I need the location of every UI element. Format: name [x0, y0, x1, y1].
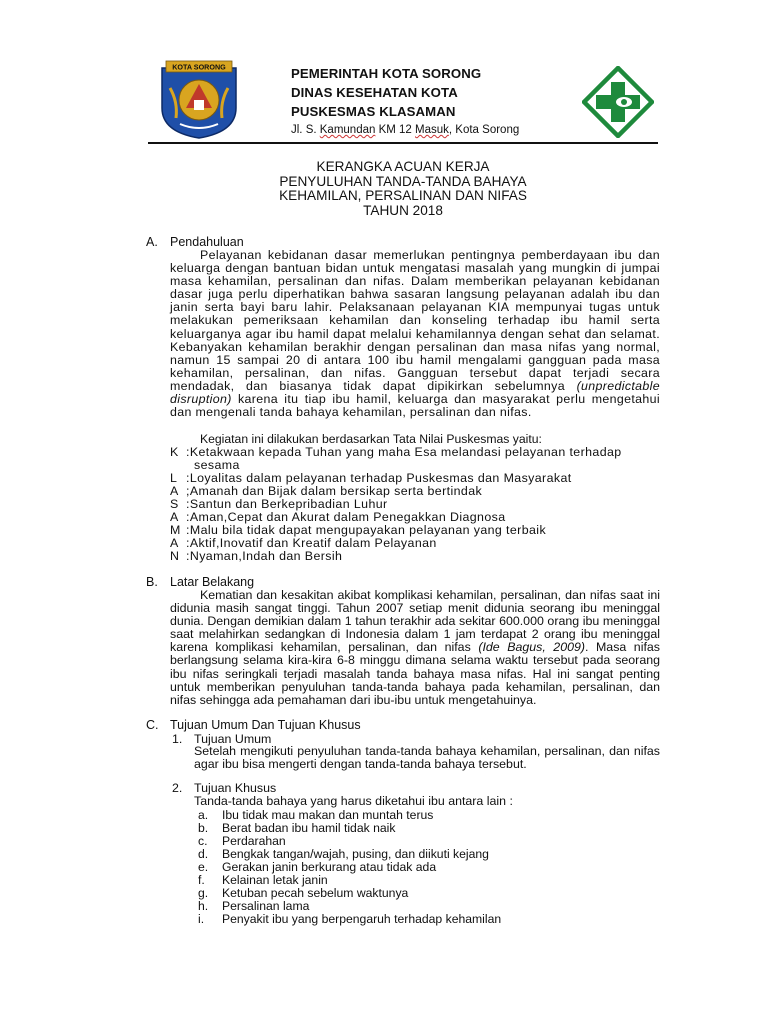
subsection-1-title: Tujuan Umum — [194, 732, 272, 746]
list-item-letter: g. — [198, 886, 209, 900]
title-line-3: KEHAMILAN, PERSALINAN DAN NIFAS — [279, 188, 527, 204]
section-a-title: Pendahuluan — [170, 235, 244, 249]
list-item: Gerakan janin berkurang atau tidak ada — [222, 860, 437, 874]
seal-label: KOTA SORONG — [172, 62, 226, 72]
list-item-letter: h. — [198, 899, 209, 913]
value-row: K :Ketakwaan kepada Tuhan yang maha Esa melandasi pelayanan terhadap — [170, 445, 622, 459]
value-row: S :Santun dan Berkepribadian Luhur — [170, 497, 388, 511]
section-a-paragraph: Pelayanan kebidanan dasar memerlukan pentingnya pemberdayaan ibu dan keluarga dengan bantuan bidan untuk mengatasi masalah yang mungkin di jumpai masa kehamilan, persalinan dan nifas. Dalam memberikan pelayanan kebidanan dasar juga perlu diperhatikan bahwa sasaran langsung pelayanan adalah ibu dan janin serta bayi baru lahir. Pelaksanaan pelayanan KIA mempunyai tugas untuk melakukan pemeriksaan kehamilan dan konseling terhadap ibu hamil serta keluarganya agar ibu hamil dapat melalui kehamilannya dengan sehat dan selamat. Kebanyakan kehamilan berakhir dengan persalinan dan masa nifas yang normal, namun 15 sampai 20 di antara 100 ibu hamil mengalami gangguan pada masa kehamilan, persalinan, dan nifas. Gangguan tersebut dapat terjadi secara mendadak, dan biasanya tidak dapat dipikirkan sebelumnya (unpredictable disruption) karena itu tiap ibu hamil, keluarga dan masyarakat perlu mengetahui dan mengenali tanda bahaya kehamilan, persalinan dan nifas. — [170, 248, 660, 420]
list-item-letter: d. — [198, 847, 209, 861]
letterhead — [148, 54, 658, 146]
section-c-title: Tujuan Umum Dan Tujuan Khusus — [170, 718, 361, 732]
section-b-letter: B. — [146, 575, 158, 589]
list-item-letter: a. — [198, 808, 209, 822]
header-government: PEMERINTAH KOTA SORONG — [291, 66, 482, 81]
section-b-paragraph: Kematian dan kesakitan akibat komplikasi kehamilan, persalinan, dan nifas saat ini didunia masih sangat tinggi. Tahun 2007 setiap menit didunia seorang ibu meninggal dunia. Dengan demikian dalam 1 tahun terakhir ada sekitar 600.000 orang ibu meninggal saat melahirkan sedangkan di Indonesia dalam 1 jam terdapat 2 orang ibu meninggal karena komplikasi kehamilan, persalinan, dan nifas (Ide Bagus, 2009). Masa nifas berlangsung selama kira-kira 6-8 minggu dimana selama waktu tersebut pada seorang ibu nifas seringkali terjadi masalah tanda bahaya masa nifas. Hal ini sangat penting untuk memberikan penyuluhan tanda-tanda bahaya pada kehamilan, persalinan, dan nifas sehingga ada pemahaman dari ibu-ibu untuk mengetahuinya. — [170, 588, 660, 707]
subsection-2-number: 2. — [172, 781, 183, 795]
letterhead-text — [291, 64, 551, 139]
list-item: Persalinan lama — [222, 899, 310, 913]
value-row: M :Malu bila tidak dapat mengupayakan pelayanan yang terbaik — [170, 523, 547, 537]
value-row-continuation: sesama — [194, 458, 240, 472]
list-item: Penyakit ibu yang berpengaruh terhadap kehamilan — [222, 912, 502, 926]
title-line-4: TAHUN 2018 — [363, 202, 443, 218]
city-seal-icon — [156, 58, 242, 140]
list-item-letter: c. — [198, 834, 208, 848]
list-item-letter: b. — [198, 821, 209, 835]
list-item-letter: f. — [198, 873, 205, 887]
list-item: Berat badan ibu hamil tidak naik — [222, 821, 396, 835]
title-line-2: PENYULUHAN TANDA-TANDA BAHAYA — [279, 173, 527, 189]
subsection-1-number: 1. — [172, 732, 183, 746]
section-b-title: Latar Belakang — [170, 575, 255, 589]
list-item: Perdarahan — [222, 834, 286, 848]
list-item-letter: i. — [198, 912, 205, 926]
subsection-1-text: Setelah mengikuti penyuluhan tanda-tanda bahaya kehamilan, persalinan, dan nifas agar ibu bisa mengerti dengan tanda-tanda bahaya tersebut. — [194, 744, 660, 772]
value-row: N :Nyaman,Indah dan Bersih — [170, 549, 343, 563]
header-address: Jl. S. Kamundan KM 12 Masuk, Kota Sorong — [291, 124, 520, 136]
value-row: A :Aman,Cepat dan Akurat dalam Penegakkan Diagnosa — [170, 510, 506, 524]
section-a-note: Kegiatan ini dilakukan berdasarkan Tata Nilai Puskesmas yaitu: — [200, 432, 542, 446]
section-c-letter: C. — [146, 718, 159, 732]
list-item: Ibu tidak mau makan dan muntah terus — [222, 808, 434, 822]
puskesmas-cross-logo-icon — [582, 66, 654, 138]
header-department: DINAS KESEHATAN KOTA — [291, 85, 458, 100]
list-item: Bengkak tangan/wajah, pusing, dan diikuti kejang — [222, 847, 489, 861]
title-line-1: KERANGKA ACUAN KERJA — [316, 159, 490, 174]
value-row: L :Loyalitas dalam pelayanan terhadap Puskesmas dan Masyarakat — [170, 471, 572, 485]
list-item: Ketuban pecah sebelum waktunya — [222, 886, 409, 900]
subsection-2-intro: Tanda-tanda bahaya yang harus diketahui ibu antara lain : — [194, 794, 513, 808]
subsection-2-title: Tujuan Khusus — [194, 781, 277, 795]
document-title — [148, 160, 658, 218]
list-item-letter: e. — [198, 860, 209, 874]
header-puskesmas: PUSKESMAS KLASAMAN — [291, 104, 456, 119]
value-row: A :Aktif,Inovatif dan Kreatif dalam Pelayanan — [170, 536, 437, 550]
value-row: A ;Amanah dan Bijak dalam bersikap serta bertindak — [170, 484, 483, 498]
section-a-letter: A. — [146, 235, 158, 249]
list-item: Kelainan letak janin — [222, 873, 328, 887]
letterhead-divider — [148, 142, 658, 144]
